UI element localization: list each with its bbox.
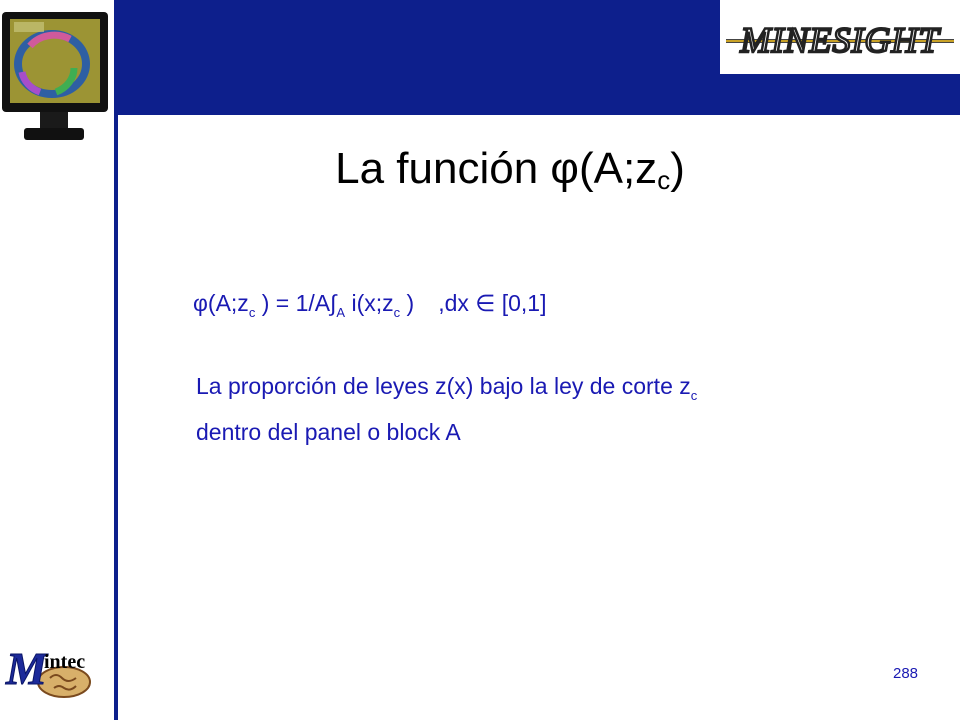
description-line-1: [196, 368, 916, 414]
mintec-logo-text: intec: [44, 651, 86, 673]
formula-part-2: ) = 1/A: [255, 290, 331, 316]
minesight-logo: [726, 8, 954, 66]
title-prefix: La función: [335, 144, 551, 193]
formula-subscript-3: c: [393, 305, 401, 320]
formula-phi-symbol: φ: [193, 290, 208, 316]
formula-part-1: (A;z: [207, 290, 249, 316]
element-of-symbol: ∈: [475, 290, 496, 316]
slide-title: [0, 144, 960, 196]
formula-line: [193, 290, 547, 320]
description-subscript: c: [690, 388, 698, 403]
title-close: ): [670, 144, 685, 193]
formula-part-5: ,dx: [438, 290, 476, 316]
formula-subscript-2: A: [336, 305, 346, 320]
header-band: [118, 0, 960, 115]
page-number: 288: [893, 665, 919, 682]
title-subscript: c: [657, 165, 671, 195]
slide-description: [196, 368, 916, 450]
formula-subscript-1: c: [248, 305, 256, 320]
mintec-logo: [4, 640, 112, 706]
svg-text:M: M: [6, 643, 47, 694]
integral-symbol: ∫: [330, 290, 337, 316]
vertical-divider: [114, 0, 118, 720]
formula-part-4: ): [400, 290, 415, 316]
description-line-2: dentro del panel o block A: [196, 419, 461, 445]
title-phi-symbol: φ: [550, 144, 579, 193]
minesight-logo-text: MINESIGHT: [740, 20, 940, 60]
monitor-icon: [0, 6, 112, 148]
description-text-1: La proporción de leyes z(x) bajo la ley de corte z: [196, 373, 691, 399]
formula-part-3: i(x;z: [345, 290, 394, 316]
formula-interval: [0,1]: [495, 290, 547, 316]
brand-badge: [720, 0, 960, 74]
title-args: (A;z: [578, 144, 658, 193]
